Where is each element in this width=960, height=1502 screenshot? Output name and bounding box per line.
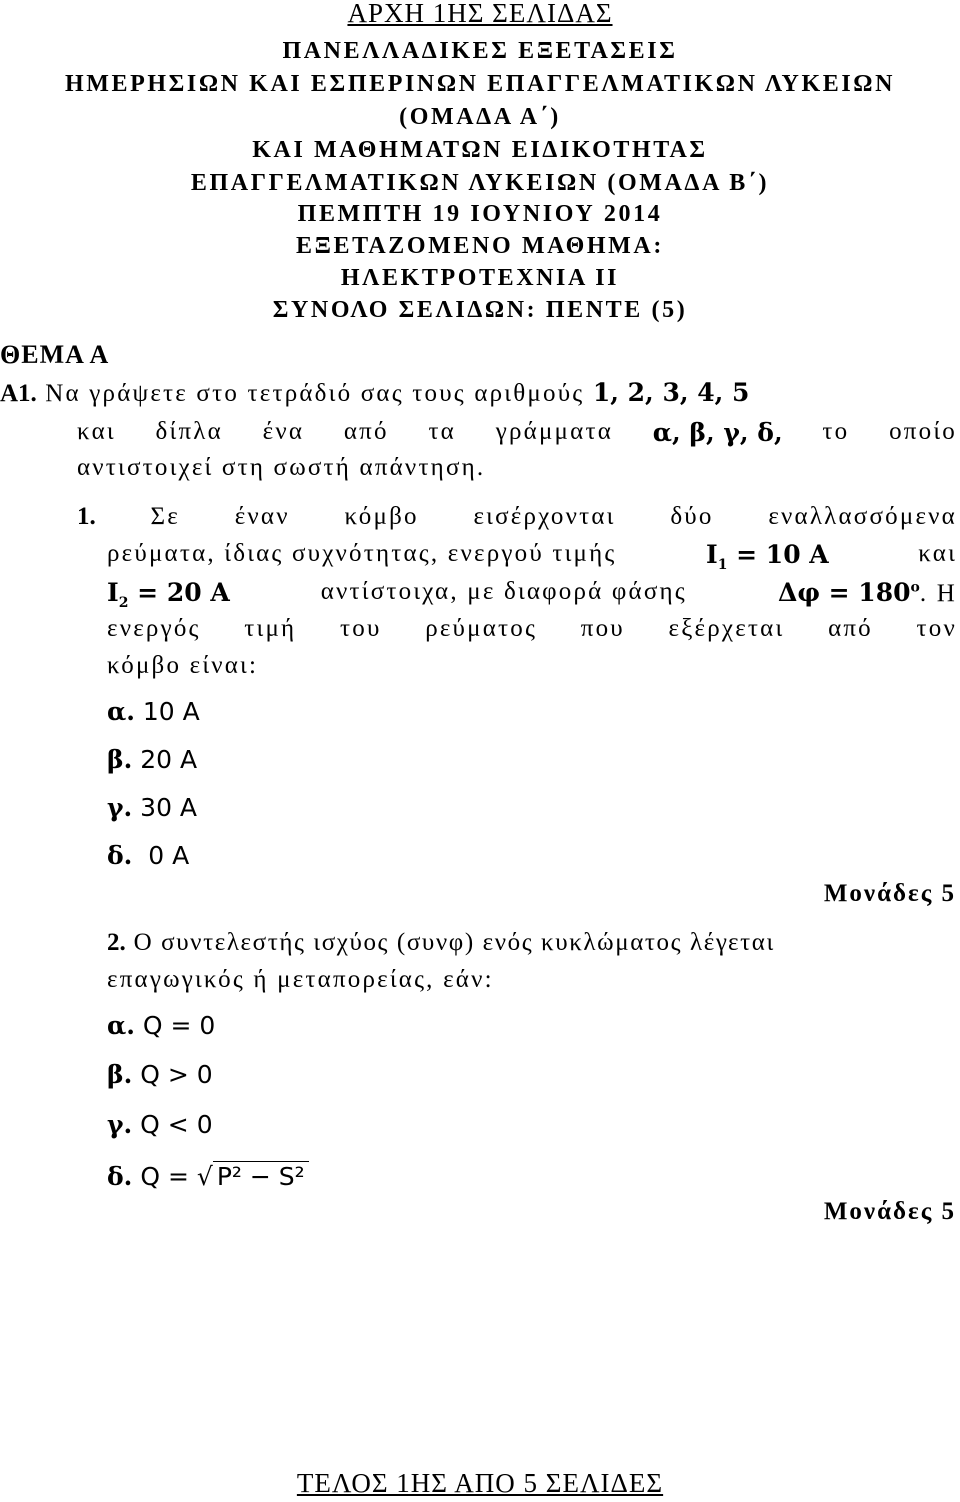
- current-i2: $I_2 = 20$ A: [107, 578, 230, 611]
- q1-text: ρεύματα, ίδιας συχνότητας, ενεργού τιμής: [107, 540, 617, 567]
- q1-option-d: δ. 0 A: [107, 841, 190, 870]
- exam-header-line: ΗΜΕΡΗΣΙΩΝ ΚΑΙ ΕΣΠΕΡΙΝΩΝ ΕΠΑΓΓΕΛΜΑΤΙΚΩΝ ΛΥΚΕΙΩΝ: [64, 71, 896, 97]
- word: και: [77, 418, 116, 445]
- word: τα: [428, 418, 456, 445]
- word: από: [343, 418, 389, 445]
- exam-header-line: ΕΞΕΤΑΖΟΜΕΝΟ ΜΑΘΗΜΑ:: [296, 233, 664, 259]
- q2-text: Ο συντελεστής ισχύος (συνφ) ενός κυκλώματος λέγεται: [133, 929, 775, 956]
- word: οποίο: [889, 418, 957, 445]
- q1-line-1: [77, 503, 957, 531]
- q1-option-c: γ. 30 A: [107, 793, 198, 822]
- a1-number: Α1.: [0, 380, 37, 407]
- sqrt-radicand: P² − S²: [213, 1161, 309, 1191]
- word: το: [822, 418, 850, 445]
- exam-header-line: ΚΑΙ ΜΑΘΗΜΑΤΩΝ ΕΙΔΙΚΟΤΗΤΑΣ: [252, 137, 708, 163]
- phase-difference: $\Delta\varphi = 180^o$. Η: [777, 578, 957, 607]
- q2-marks: Μονάδες 5: [823, 1198, 956, 1225]
- word: του: [340, 615, 382, 642]
- word: Σε: [150, 503, 180, 530]
- word: ενεργός: [107, 615, 201, 642]
- word: τιμή: [244, 615, 297, 642]
- exam-header-line: ΗΛΕΚΤΡΟΤΕΧΝΙΑ ΙΙ: [340, 265, 620, 291]
- a1-line-2: [77, 418, 957, 447]
- word: δύο: [670, 503, 714, 530]
- q1-line-5: κόμβο είναι:: [107, 652, 259, 679]
- q1-line-2: [107, 540, 957, 573]
- page-header: ΑΡΧΗ 1ΗΣ ΣΕΛΙΔΑΣ: [347, 0, 613, 28]
- q1-line-4: [107, 615, 957, 643]
- page-footer: ΤΕΛΟΣ 1ΗΣ ΑΠΟ 5 ΣΕΛΙΔΕΣ: [296, 1468, 664, 1498]
- word: έναν: [234, 503, 290, 530]
- section-title: ΘΕΜΑ Α: [0, 340, 110, 369]
- q2-line-2: επαγωγικός ή μεταπορείας, εάν:: [107, 966, 494, 993]
- q2-option-b: β. Q > 0: [107, 1060, 213, 1089]
- word: που: [580, 615, 625, 642]
- a1-line-3: αντιστοιχεί στη σωστή απάντηση.: [77, 454, 486, 481]
- q1-option-b: β. 20 A: [107, 745, 198, 774]
- q1-line-3: [107, 578, 957, 611]
- word: εξέρχεται: [668, 615, 785, 642]
- word: δίπλα: [155, 418, 223, 445]
- q1-text: αντίστοιχα, με διαφορά φάσης: [320, 578, 687, 605]
- a1-letters: α, β, γ, δ,: [652, 418, 783, 447]
- word: εισέρχονται: [473, 503, 616, 530]
- a1-text: Να γράψετε στο τετράδιό σας τους αριθμούς: [45, 380, 585, 407]
- word: ρεύματος: [425, 615, 538, 642]
- q1-number: 1.: [77, 503, 96, 530]
- q2-option-d: δ. Q = √ P² − S²: [107, 1162, 309, 1191]
- q2-option-c: γ. Q < 0: [107, 1110, 213, 1139]
- exam-header-line: (ΟΜΑΔΑ Α΄): [399, 104, 561, 130]
- word: τον: [916, 615, 957, 642]
- exam-header-line: ΕΠΑΓΓΕΛΜΑΤΙΚΩΝ ΛΥΚΕΙΩΝ (ΟΜΑΔΑ Β΄): [190, 170, 770, 196]
- exam-header-line: ΠΕΜΠΤΗ 19 ΙΟΥΝΙΟΥ 2014: [297, 201, 663, 227]
- word: ένα: [262, 418, 305, 445]
- a1-line-1: [0, 378, 749, 408]
- exam-header-line: ΣΥΝΟΛΟ ΣΕΛΙΔΩΝ: ΠΕΝΤΕ (5): [272, 297, 688, 323]
- q2-number: 2.: [107, 929, 126, 956]
- q1-marks: Μονάδες 5: [823, 880, 956, 907]
- word: κόμβο: [344, 503, 419, 530]
- a1-numbers: 1, 2, 3, 4, 5: [592, 378, 750, 407]
- word: εναλλασσόμενα: [768, 503, 957, 530]
- word: από: [828, 615, 873, 642]
- word: γράμματα: [495, 418, 613, 445]
- q2-option-a: α. Q = 0: [107, 1011, 216, 1040]
- q1-option-a: α. 10 A: [107, 697, 200, 726]
- exam-header-line: ΠΑΝΕΛΛΑΔΙΚΕΣ ΕΞΕΤΑΣΕΙΣ: [282, 38, 678, 64]
- q2-line-1: [107, 929, 775, 957]
- current-i1: $I_1 = 10$ A: [705, 540, 829, 573]
- q1-text-and: και: [918, 540, 957, 567]
